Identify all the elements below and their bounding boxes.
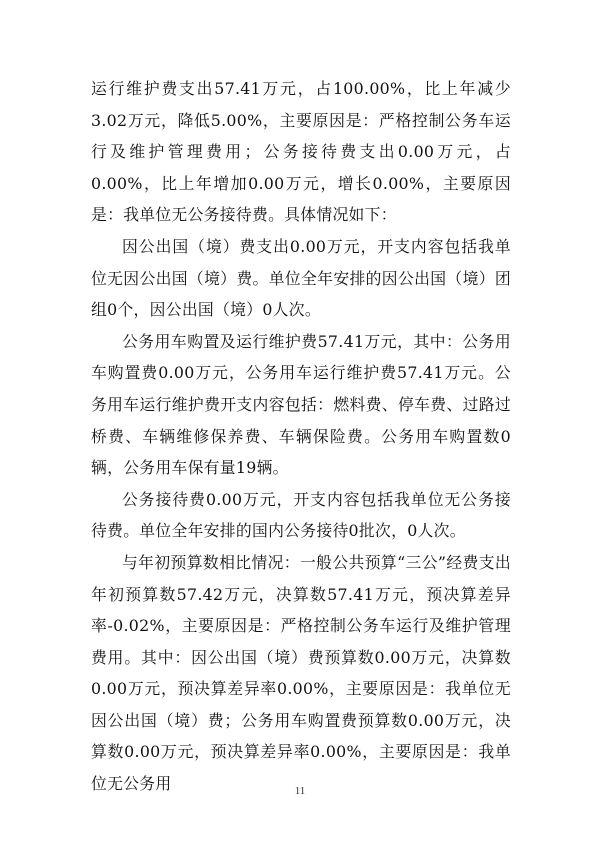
- paragraph-budget-comparison: 与年初预算数相比情况：一般公共预算“三公”经费支出年初预算数57.42万元，决算数57.41万元，预决算差异率-0.02%，主要原因是：严格控制公务车运行及维护管理费用。其中：因公出国（境）费预算数0.00万元，决算数0.00万元，预决算差异率0.00%，主要原因是：我单位无因公出国（境）费；公务用车购置费预算数0.00万元，决算数0.00万元，预决算差异率0.00%，主要原因是：我单位无公务用: [91, 552, 511, 794]
- paragraph-operating-cost: 运行维护费支出57.41万元，占100.00%，比上年减少3.02万元，降低5.00%，主要原因是：严格控制公务车运行及维护管理费用；公务接待费支出0.00万元，占0.00%，比上年增加0.00万元，增长0.00%，主要原因是：我单位无公务接待费。具体情况如下：: [91, 79, 511, 225]
- page-number: 11: [294, 785, 306, 797]
- paragraph-official-vehicles: 公务用车购置及运行维护费57.41万元，其中：公务用车购置费0.00万元，公务用车运行维护费57.41万元。公务用车运行维护费开支内容包括：燃料费、停车费、过路过桥费、车辆维修保养费、车辆保险费。公务用车购置数0辆，公务用车保有量19辆。: [91, 331, 511, 478]
- body-text: [91, 73, 511, 800]
- paragraph-overseas-travel: 因公出国（境）费支出0.00万元，开支内容包括我单位无因公出国（境）费。单位全年安排的因公出国（境）团组0个，因公出国（境）0人次。: [91, 236, 511, 320]
- paragraph-official-reception: 公务接待费0.00万元，开支内容包括我单位无公务接待费。单位全年安排的国内公务接待0批次，0人次。: [91, 489, 511, 541]
